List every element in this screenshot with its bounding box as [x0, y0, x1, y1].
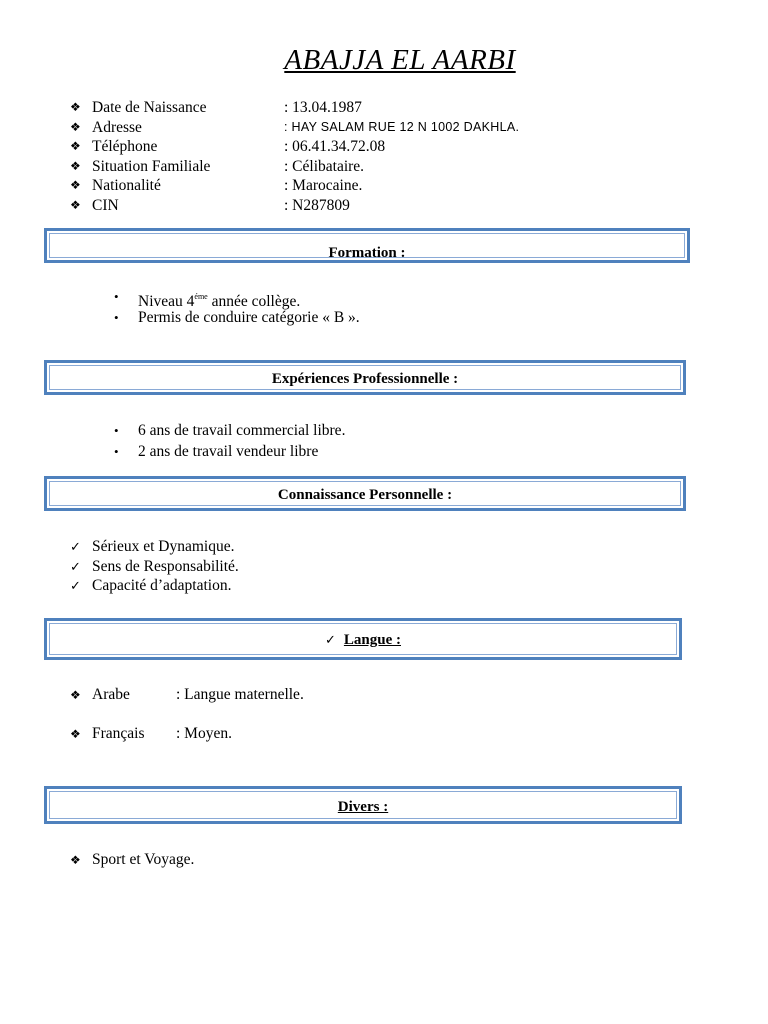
info-label: Situation Familiale: [92, 157, 211, 175]
section-heading: Formation :: [328, 245, 406, 261]
list-item-text: Sérieux et Dynamique.: [92, 538, 235, 555]
info-value: : HAY SALAM RUE 12 N 1002 DAKHLA.: [284, 119, 520, 134]
checkmark-icon: ✓: [70, 539, 81, 554]
info-value: : Célibataire.: [284, 157, 365, 175]
language-name: Arabe: [92, 686, 130, 703]
diamond-bullet-icon: ❖: [70, 100, 81, 114]
section-heading: Connaissance Personnelle :: [277, 487, 453, 503]
list-item-text: 2 ans de travail vendeur libre: [138, 443, 319, 460]
section-heading: Expériences Professionnelle :: [271, 371, 459, 387]
info-label: Téléphone: [92, 138, 158, 155]
diamond-bullet-icon: ❖: [70, 853, 81, 867]
resume-title: ABAJJA EL AARBI: [284, 44, 516, 76]
language-level: : Moyen.: [176, 725, 232, 742]
bullet-icon: •: [114, 423, 119, 438]
diamond-bullet-icon: ❖: [70, 178, 81, 192]
section-header-formation: [44, 228, 690, 263]
info-value: : N287809: [284, 196, 350, 214]
language-name: Français: [92, 725, 145, 742]
info-label: CIN: [92, 196, 119, 214]
section-header-experience: [44, 360, 686, 395]
diamond-bullet-icon: ❖: [70, 158, 81, 173]
bullet-icon: •: [114, 444, 119, 459]
section-header-divers: [44, 786, 682, 824]
info-label: Date de Naissance: [92, 99, 207, 116]
info-value: : Marocaine.: [284, 177, 363, 194]
info-label: Adresse: [92, 118, 142, 136]
diamond-bullet-icon: ❖: [70, 197, 81, 212]
list-item-text: Capacité d’adaptation.: [92, 577, 232, 594]
list-item-text: 6 ans de travail commercial libre.: [138, 422, 346, 439]
list-item-text: Permis de conduire catégorie « B ».: [138, 309, 360, 326]
bullet-icon: •: [114, 289, 119, 304]
diamond-bullet-icon: ❖: [70, 119, 81, 134]
section-heading: Divers :: [337, 799, 389, 815]
diamond-bullet-icon: ❖: [70, 727, 81, 741]
info-value: : 06.41.34.72.08: [284, 138, 386, 155]
checkmark-icon: ✓: [70, 558, 81, 574]
list-item-text: Niveau $4^{éme}$ année collège.: [138, 292, 301, 310]
info-label: Nationalité: [92, 177, 161, 194]
checkmark-icon: ✓: [70, 578, 81, 593]
diamond-bullet-icon: ❖: [70, 688, 81, 702]
diamond-bullet-icon: ❖: [70, 139, 81, 153]
info-value: : 13.04.1987: [284, 99, 362, 116]
list-item-text: Sport et Voyage.: [92, 851, 195, 868]
checkmark-icon: ✓: [325, 632, 336, 647]
section-heading: ✓ Langue :: [325, 632, 401, 648]
language-level: : Langue maternelle.: [176, 686, 304, 703]
section-header-langue: [44, 618, 682, 660]
list-item-text: Sens de Responsabilité.: [92, 557, 239, 575]
section-header-connaissance: [44, 476, 686, 511]
bullet-icon: •: [114, 310, 119, 325]
